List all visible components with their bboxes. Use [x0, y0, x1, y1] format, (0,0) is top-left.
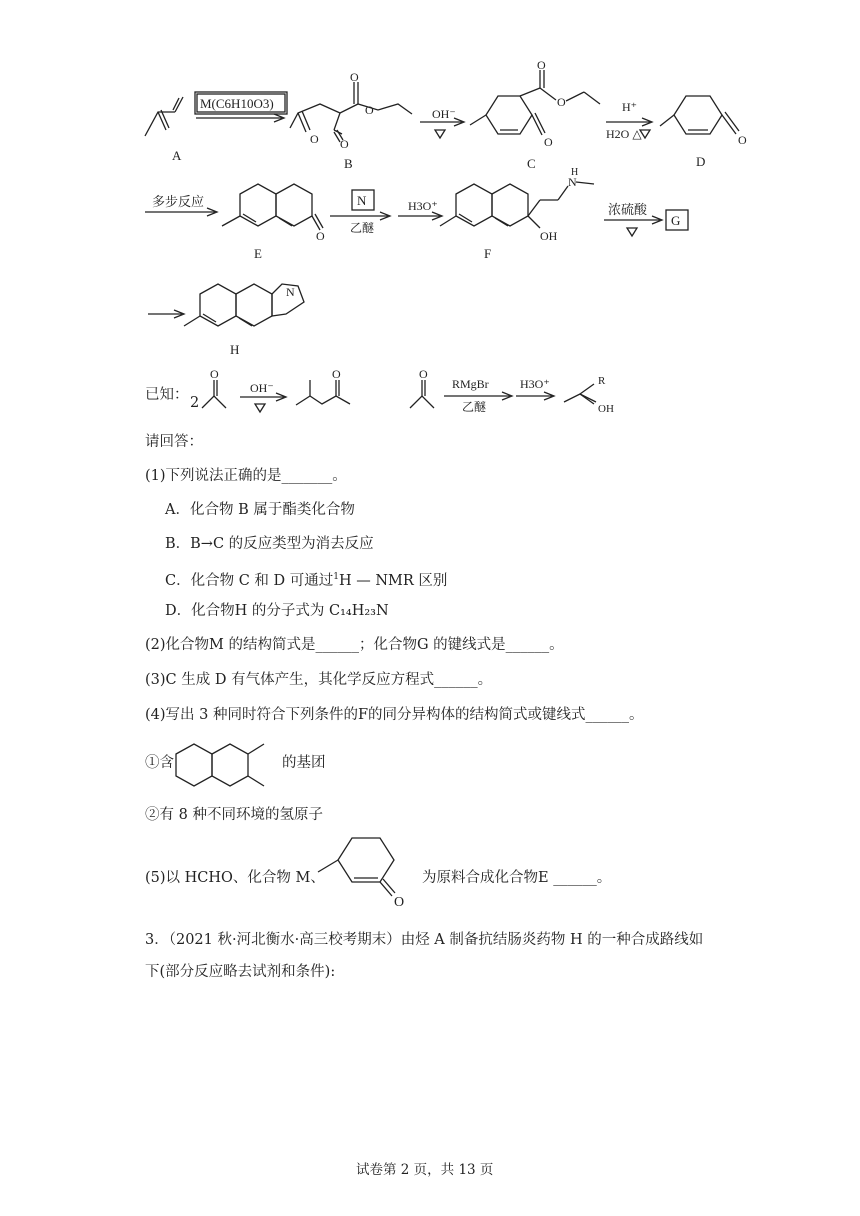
question-3: (3)C 生成 D 有气体产生，其化学反应方程式______。 — [145, 672, 493, 688]
compound-B-structure — [290, 82, 412, 142]
compound-A-structure — [145, 97, 183, 136]
svg-text:C: C — [527, 156, 536, 171]
svg-text:F: F — [484, 246, 492, 261]
svg-text:OH⁻: OH⁻ — [250, 381, 274, 395]
problem-3-line1: 3．（2021 秋·河北衡水·高三校考期末）由烃 A 制备抗结肠炎药物 H 的一种合成路线如 — [145, 932, 704, 948]
question-5-pre: (5)以 HCHO、化合物 M、 — [145, 870, 325, 886]
condition-2: ②有 8 种不同环境的氢原子 — [145, 807, 323, 823]
svg-text:OH⁻: OH⁻ — [432, 107, 456, 121]
question-4: (4)写出 3 种同时符合下列条件的F的同分异构体的结构简式或键线式______。 — [145, 707, 644, 723]
option-C: C．化合物 C 和 D 可通过$^1$H — NMR 区别 — [165, 572, 448, 589]
svg-text:浓硫酸: 浓硫酸 — [608, 202, 648, 217]
svg-text:OH: OH — [540, 229, 558, 243]
svg-text:R: R — [598, 375, 606, 387]
svg-text:O: O — [738, 133, 747, 147]
option-B: B．B→C 的反应类型为消去反应 — [165, 536, 374, 552]
page-footer: 试卷第 2 页，共 13 页 — [356, 1162, 494, 1178]
known-coef: 2 — [190, 395, 200, 411]
svg-text:O: O — [419, 367, 428, 381]
svg-text:H3O⁺: H3O⁺ — [520, 377, 550, 391]
compound-C-structure — [470, 70, 600, 135]
svg-text:N: N — [286, 285, 295, 299]
svg-text:H2O △: H2O △ — [606, 127, 642, 141]
svg-text:O: O — [210, 367, 219, 381]
svg-text:O: O — [544, 135, 553, 149]
svg-text:多步反应: 多步反应 — [152, 194, 205, 209]
question-2: (2)化合物M 的结构简式是______；化合物G 的键线式是______。 — [145, 637, 564, 653]
reagent-M-label: M(C6H10O3) — [200, 96, 274, 111]
svg-text:O: O — [310, 132, 319, 146]
reaction-scheme — [0, 0, 860, 370]
svg-text:G: G — [671, 213, 681, 228]
compound-E-structure — [222, 184, 323, 230]
svg-text:O: O — [316, 229, 325, 243]
svg-text:乙醚: 乙醚 — [462, 400, 487, 414]
svg-text:O: O — [340, 137, 349, 151]
svg-text:O: O — [332, 367, 341, 381]
svg-text:O: O — [537, 58, 546, 72]
option-A: A．化合物 B 属于酯类化合物 — [165, 502, 355, 518]
option-D: D．化合物H 的分子式为 C₁₄H₂₃N — [165, 603, 389, 619]
svg-text:H3O⁺: H3O⁺ — [408, 199, 438, 213]
question-1: (1)下列说法正确的是_______。 — [145, 468, 347, 484]
svg-text:RMgBr: RMgBr — [452, 377, 489, 391]
known-prefix: 已知： — [145, 387, 189, 403]
question-5-post: 为原料合成化合物E ______。 — [422, 870, 612, 886]
svg-text:乙醚: 乙醚 — [350, 221, 375, 235]
svg-text:O: O — [350, 70, 359, 84]
decalin-structure — [172, 734, 282, 796]
svg-text:B: B — [344, 156, 353, 171]
svg-text:O: O — [557, 95, 566, 109]
svg-text:O: O — [394, 895, 405, 910]
svg-text:A: A — [172, 148, 182, 163]
svg-text:N: N — [568, 175, 577, 189]
svg-text:N: N — [357, 193, 367, 208]
svg-text:H: H — [230, 342, 240, 357]
svg-text:E: E — [254, 246, 262, 261]
condition-1-pre: ①含 — [145, 755, 174, 771]
svg-text:O: O — [365, 103, 374, 117]
intro: 请回答： — [145, 434, 203, 450]
svg-text:OH: OH — [598, 403, 614, 415]
methylcyclohexenone-structure — [314, 828, 424, 910]
svg-text:D: D — [696, 154, 706, 169]
condition-1-post: 的基团 — [282, 755, 326, 771]
problem-3-line2: 下(部分反应略去试剂和条件): — [145, 964, 336, 980]
svg-text:H: H — [571, 167, 579, 178]
svg-text:H⁺: H⁺ — [622, 100, 637, 114]
compound-D-structure — [660, 96, 739, 134]
known-reactions — [0, 366, 860, 416]
